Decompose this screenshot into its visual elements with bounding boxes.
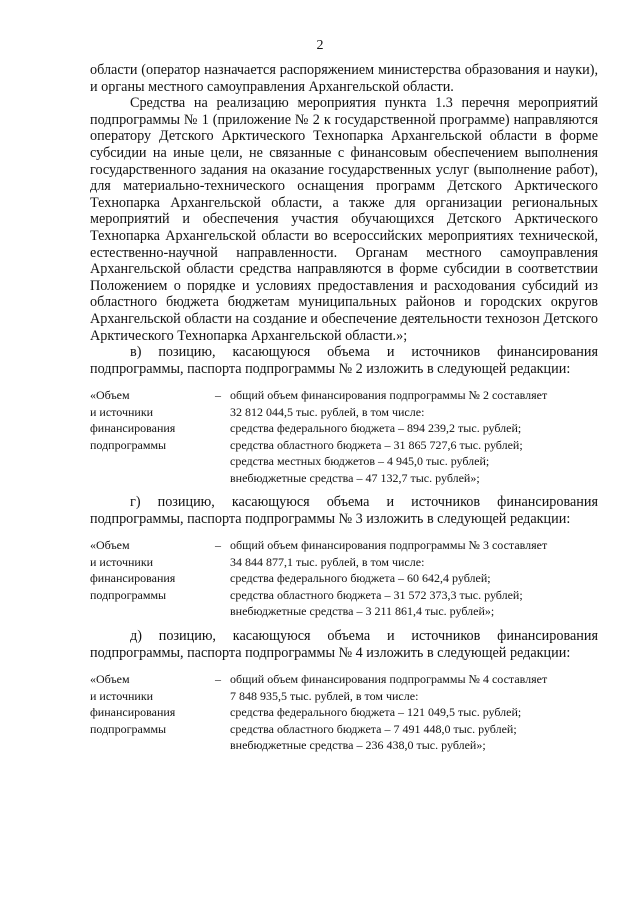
- funding-table-subprogram-3: [90, 537, 598, 620]
- paragraph-item-g: г) позицию, касающуюся объема и источников финансирования подпрограммы, паспорта подпрограммы № 3 изложить в следующей редакции:: [90, 494, 598, 527]
- extra-line: внебюджетные средства – 236 438,0 тыс. рублей»;: [230, 738, 486, 753]
- extra-line: внебюджетные средства – 47 132,7 тыс. рублей»;: [230, 470, 480, 485]
- dash: –: [215, 672, 221, 687]
- local-line: средства местных бюджетов – 4 945,0 тыс. рублей;: [230, 454, 490, 469]
- page-number: 2: [316, 38, 324, 53]
- funding-values: [230, 537, 598, 620]
- funding-table-subprogram-2: [90, 387, 598, 486]
- federal-line: средства федерального бюджета – 894 239,2 тыс. рублей;: [230, 421, 522, 436]
- federal-line: средства федерального бюджета – 121 049,5 тыс. рублей;: [230, 705, 522, 720]
- funding-values: [230, 387, 598, 486]
- regional-line: средства областного бюджета – 7 491 448,0 тыс. рублей;: [230, 721, 517, 736]
- federal-line: средства федерального бюджета – 60 642,4 рублей;: [230, 571, 491, 586]
- dash: –: [215, 388, 221, 403]
- total-line: общий объем финансирования подпрограммы № 3 составляет: [230, 538, 548, 553]
- total-value: 32 812 044,5 тыс. рублей, в том числе:: [230, 404, 425, 419]
- funding-label: «Объем и источники финансирования подпрограммы: [90, 672, 176, 736]
- total-line: общий объем финансирования подпрограммы № 2 составляет: [230, 388, 548, 403]
- total-value: 34 844 877,1 тыс. рублей, в том числе:: [230, 554, 425, 569]
- regional-line: средства областного бюджета – 31 572 373,3 тыс. рублей;: [230, 587, 523, 602]
- paragraph-operator: области (оператор назначается распоряжением министерства образования и науки), и органы местного самоуправления Архангельской области.: [90, 62, 598, 95]
- document-body: [90, 62, 598, 762]
- funding-values: [230, 671, 598, 754]
- paragraph-item-d: д) позицию, касающуюся объема и источников финансирования подпрограммы, паспорта подпрограммы № 4 изложить в следующей редакции:: [90, 627, 598, 661]
- funding-table-subprogram-4: [90, 671, 598, 754]
- total-value: 7 848 935,5 тыс. рублей, в том числе:: [230, 688, 419, 703]
- dash: –: [215, 538, 221, 553]
- total-line: общий объем финансирования подпрограммы № 4 составляет: [230, 672, 548, 687]
- paragraph-item-v: в) позицию, касающуюся объема и источников финансирования подпрограммы, паспорта подпрограммы № 2 изложить в следующей редакции:: [90, 344, 598, 377]
- paragraph-funding-technopark: Средства на реализацию мероприятия пункта 1.3 перечня мероприятий подпрограммы № 1 (приложение № 2 к государственной программе) направляются оператору Детского Арктического Технопарка Архангельской области в форме субсидии на иные цели, не связанные с финансовым обеспечением выполнения государственного задания на оказание государственных услуг (выполнение работ), для материально-технического оснащения программ Детского Арктического Технопарка Архангельской области, а также для организации региональных мероприятий и обеспечения участия обучающихся Детского Арктического Технопарка Архангельской области во всероссийских мероприятиях технической, естественно-научной направленности. Органам местного самоуправления Архангельской области средства направляются в форме субсидии в соответствии Положением о порядке и условиях предоставления и расходования субсидий из областного бюджета бюджетам муниципальных районов и городских округов Архангельской области на создание и обеспечение деятельности технозон Детского Арктического Технопарка Архангельской области.»;: [90, 95, 598, 344]
- funding-label: «Объем и источники финансирования подпрограммы: [90, 388, 176, 452]
- extra-line: внебюджетные средства – 3 211 861,4 тыс. рублей»;: [230, 604, 495, 619]
- regional-line: средства областного бюджета – 31 865 727,6 тыс. рублей;: [230, 437, 523, 452]
- funding-label: «Объем и источники финансирования подпрограммы: [90, 538, 176, 602]
